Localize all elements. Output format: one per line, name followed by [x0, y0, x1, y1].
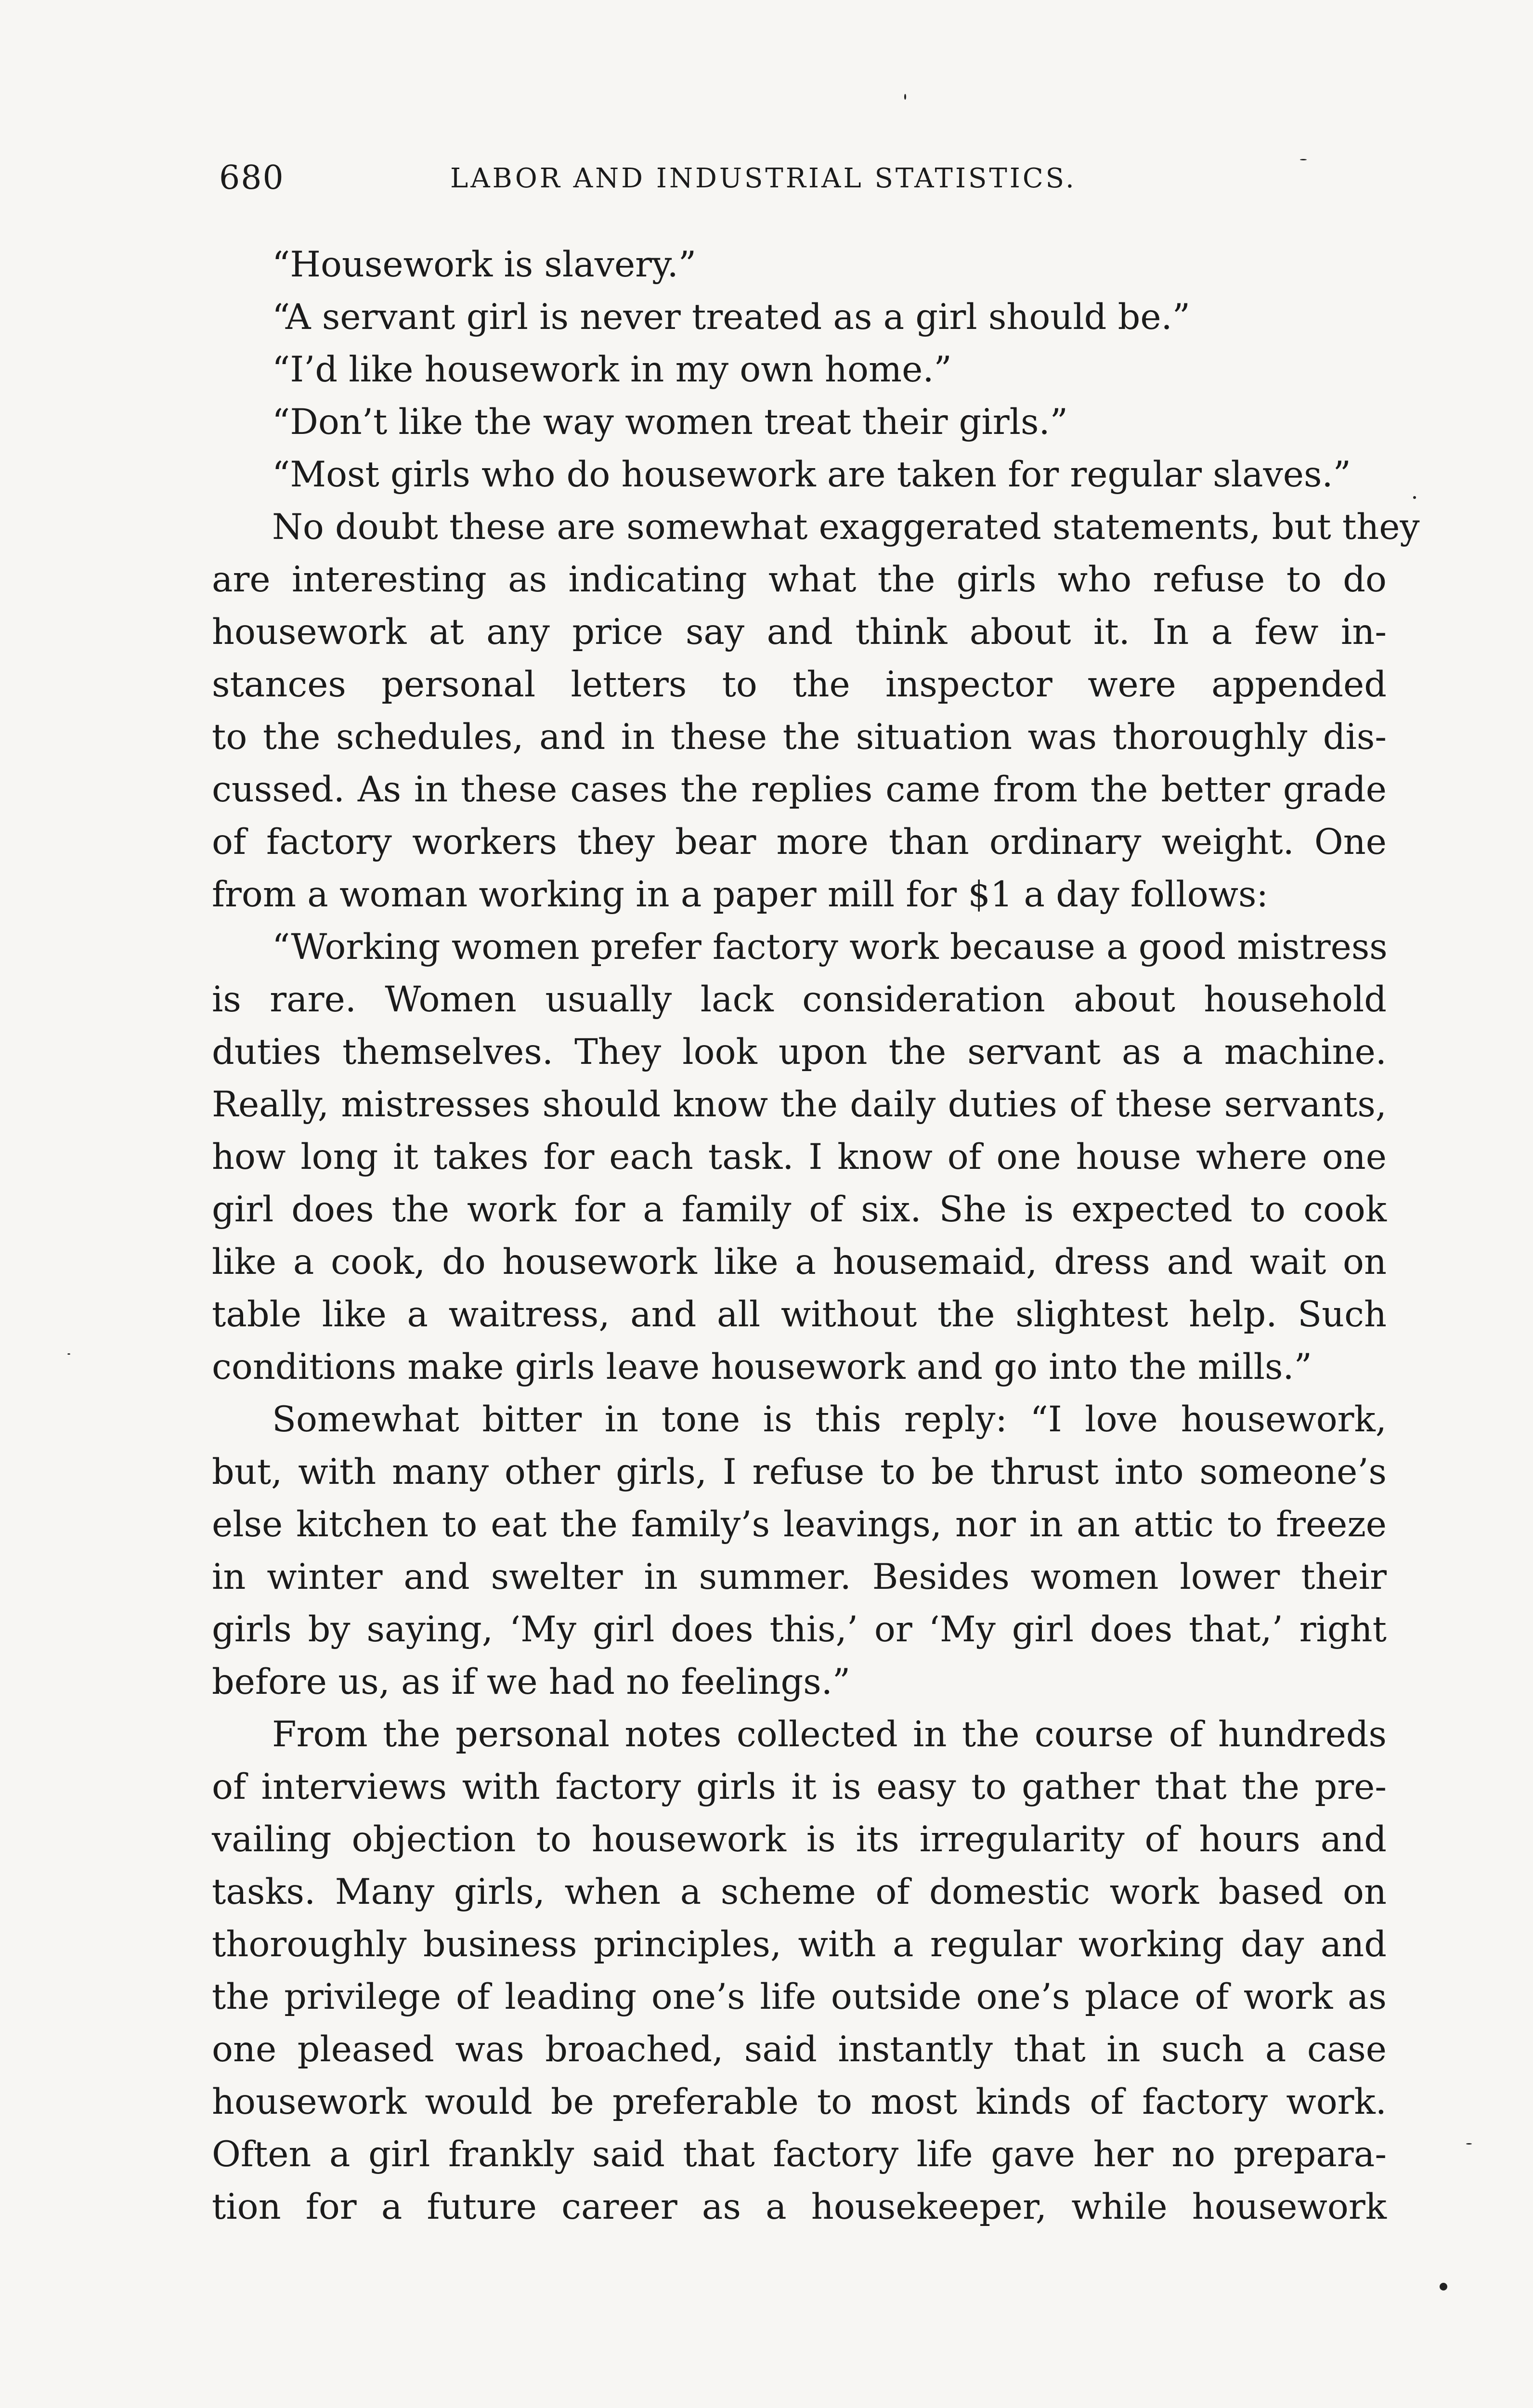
ink-speck — [904, 94, 906, 100]
text-line: cussed. As in these cases the replies came from the better grade — [212, 769, 1387, 810]
running-title: LABOR AND INDUSTRIAL STATISTICS. — [450, 163, 1077, 194]
text-line: conditions make girls leave housework and go into the mills.” — [212, 1347, 1312, 1387]
text-line: Really, mistresses should know the daily duties of these servants, — [212, 1084, 1387, 1125]
quote-line: “A servant girl is never treated as a girl should be.” — [272, 297, 1191, 338]
text-line: stances personal letters to the inspector were appended — [212, 664, 1387, 705]
text-line: No doubt these are somewhat exaggerated statements, but they — [272, 507, 1420, 548]
text-line: Often a girl frankly said that factory life gave her no prepara- — [212, 2134, 1387, 2175]
text-line: girl does the work for a family of six. She is expected to cook — [212, 1189, 1387, 1230]
text-line: table like a waitress, and all without the slightest help. Such — [212, 1294, 1387, 1335]
text-line: how long it takes for each task. I know of one house where one — [212, 1137, 1387, 1178]
paragraph — [212, 1708, 1387, 2233]
quote-line: “Most girls who do housework are taken for regular slaves.” — [272, 454, 1351, 495]
text-line: girls by saying, ‘My girl does this,’ or ‘My girl does that,’ right — [212, 1609, 1387, 1650]
text-line: from a woman working in a paper mill for $1 a day follows: — [212, 874, 1269, 915]
text-line: housework at any price say and think about it. In a few in- — [212, 612, 1387, 653]
ink-speck — [1466, 2143, 1472, 2145]
text-line: “Working women prefer factory work because a good mistress — [272, 927, 1388, 968]
text-line: duties themselves. They look upon the servant as a machine. — [212, 1032, 1387, 1073]
quote-line: “Don’t like the way women treat their girls.” — [272, 402, 1068, 443]
paragraph — [212, 501, 1420, 921]
text-line: is rare. Women usually lack consideration about household — [212, 979, 1387, 1020]
text-line: housework would be preferable to most kinds of factory work. — [212, 2081, 1387, 2122]
text-line: of interviews with factory girls it is easy to gather that the pre- — [212, 1767, 1387, 1807]
text-line: before us, as if we had no feelings.” — [212, 1662, 851, 1702]
page-header — [219, 159, 1182, 207]
ink-speck — [1440, 2283, 1447, 2290]
text-line: thoroughly business principles, with a regular working day and — [212, 1924, 1387, 1965]
text-line: Somewhat bitter in tone is this reply: “I love housework, — [272, 1399, 1387, 1440]
text-line: else kitchen to eat the family’s leavings, nor in an attic to freeze — [212, 1504, 1387, 1545]
quote-line: “Housework is slavery.” — [272, 244, 697, 285]
text-line: tasks. Many girls, when a scheme of domestic work based on — [212, 1871, 1387, 1912]
ink-speck — [1413, 496, 1416, 499]
text-line: vailing objection to housework is its irregularity of hours and — [212, 1819, 1387, 1860]
text-line: of factory workers they bear more than ordinary weight. One — [212, 822, 1387, 863]
quote-line: “I’d like housework in my own home.” — [272, 349, 952, 390]
quote-list — [212, 238, 1387, 501]
text-line: the privilege of leading one’s life outside one’s place of work as — [212, 1976, 1387, 2017]
page-number: 680 — [219, 159, 285, 197]
paragraph — [212, 1393, 1387, 1708]
text-line: tion for a future career as a housekeeper, while housework — [212, 2186, 1387, 2227]
text-line: in winter and swelter in summer. Besides women lower their — [212, 1557, 1387, 1597]
text-line: one pleased was broached, said instantly that in such a case — [212, 2029, 1387, 2070]
text-line: like a cook, do housework like a housemaid, dress and wait on — [212, 1242, 1387, 1283]
text-line: From the personal notes collected in the course of hundreds — [272, 1714, 1387, 1755]
ink-speck — [1300, 159, 1307, 160]
body-text — [212, 238, 1420, 2233]
text-line: but, with many other girls, I refuse to be thrust into someone’s — [212, 1452, 1387, 1492]
text-line: are interesting as indicating what the girls who refuse to do — [212, 559, 1387, 600]
text-line: to the schedules, and in these the situation was thoroughly dis- — [212, 717, 1387, 758]
ink-speck — [67, 1353, 70, 1355]
paragraph — [212, 921, 1387, 1393]
